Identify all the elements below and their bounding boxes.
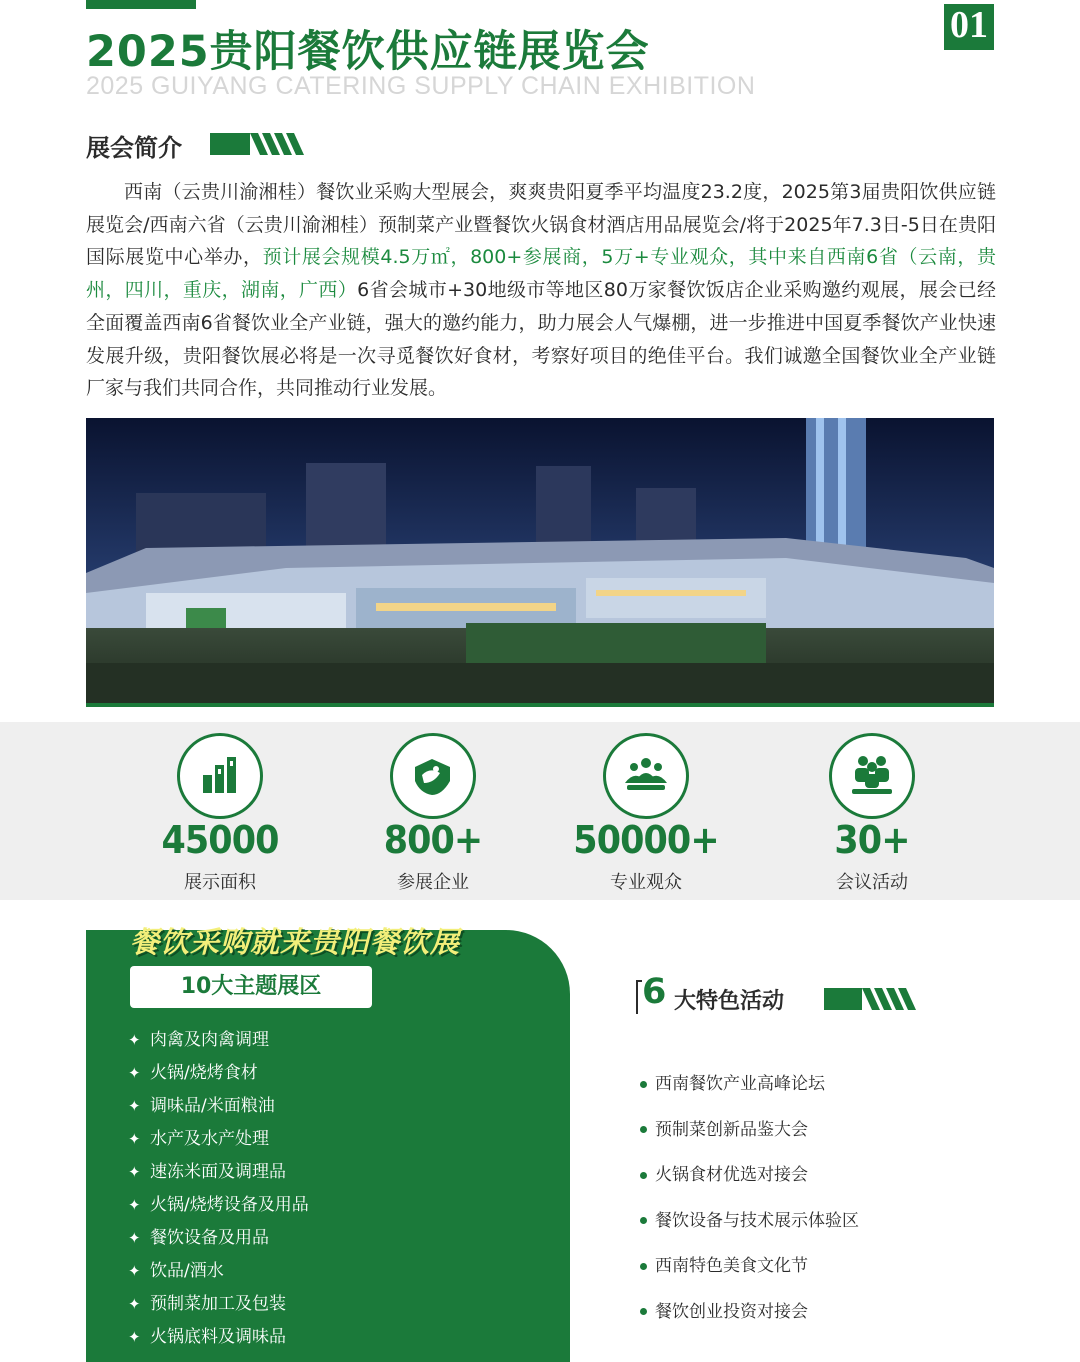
stat-label: 参展企业 xyxy=(397,872,469,893)
stats-band xyxy=(0,722,1080,900)
list-item: ✦ 水产及水产处理 xyxy=(128,1123,309,1156)
list-item: ✦ 餐饮设备及用品 xyxy=(128,1222,309,1255)
sparkle-icon: ✦ xyxy=(128,1064,141,1082)
list-item: 西南特色美食文化节 xyxy=(640,1248,859,1294)
exhibition-center-photo xyxy=(86,418,994,705)
stat-label: 专业观众 xyxy=(610,872,682,893)
page-subtitle: 2025 GUIYANG CATERING SUPPLY CHAIN EXHIBITION xyxy=(86,72,756,100)
zones-list xyxy=(128,1024,309,1354)
stat-label: 展示面积 xyxy=(184,872,256,893)
audience-icon xyxy=(603,733,689,819)
bullet-dot-icon xyxy=(640,1217,647,1224)
sparkle-icon: ✦ xyxy=(128,1262,141,1280)
activities-list xyxy=(640,1066,859,1340)
zones-title: 10大主题展区 xyxy=(180,974,322,999)
bullet-dot-icon xyxy=(640,1126,647,1133)
list-item: 火锅食材优选对接会 xyxy=(640,1157,859,1203)
intro-heading: 展会简介 xyxy=(86,134,182,162)
list-item: 餐饮创业投资对接会 xyxy=(640,1294,859,1340)
activities-number: 6 xyxy=(642,972,667,1012)
list-item: ✦ 速冻米面及调理品 xyxy=(128,1156,309,1189)
stat-value: 800+ xyxy=(383,818,483,862)
stripe-deco-icon xyxy=(824,988,916,1010)
sparkle-icon: ✦ xyxy=(128,1130,141,1148)
stat-value: 30+ xyxy=(834,818,910,862)
stat-label: 会议活动 xyxy=(836,872,908,893)
intro-text-highlight: 预计展会规模4.5万㎡，800+参展商，5万+专业观众，其中来自西南6省（云南，贵州，四川，重庆，湖南，广西） xyxy=(86,246,996,302)
sparkle-icon: ✦ xyxy=(128,1196,141,1214)
stat-value: 45000 xyxy=(161,818,279,862)
sparkle-icon: ✦ xyxy=(128,1031,141,1049)
list-item: ✦ 饮品/酒水 xyxy=(128,1255,309,1288)
bullet-dot-icon xyxy=(640,1081,647,1088)
page-number: 01 xyxy=(944,4,994,46)
intro-text-part2: 6省会城市+30地级市等地区80万家餐饮饭店企业采购邀约观展，展会已经全面覆盖西南6省餐饮业全产业链，强大的邀约能力，助力展会人气爆棚，进一步推进中国夏季餐饮产业快速发展升级，贵阳餐饮展必将是一次寻觅餐饮好食材，考察好项目的绝佳平台。我们诚邀全国餐饮业全产业链厂家与我们共同合作，共同推动行业发展。 xyxy=(86,279,996,400)
sparkle-icon: ✦ xyxy=(128,1163,141,1181)
handshake-icon xyxy=(390,733,476,819)
activities-title: 大特色活动 xyxy=(674,989,785,1014)
list-item: ✦ 火锅/烧烤设备及用品 xyxy=(128,1189,309,1222)
photo-underline xyxy=(86,703,994,707)
zones-title-pill xyxy=(130,966,372,1008)
list-item: 西南餐饮产业高峰论坛 xyxy=(640,1066,859,1112)
list-item: ✦ 调味品/米面粮油 xyxy=(128,1090,309,1123)
bullet-dot-icon xyxy=(640,1172,647,1179)
sparkle-icon: ✦ xyxy=(128,1295,141,1313)
slogan: 餐饮采购就来贵阳餐饮展 xyxy=(130,925,461,959)
intro-paragraph xyxy=(86,176,996,405)
stripe-deco-icon xyxy=(210,133,306,155)
list-item: 预制菜创新品鉴大会 xyxy=(640,1112,859,1158)
top-accent-bar xyxy=(86,0,196,9)
sparkle-icon: ✦ xyxy=(128,1328,141,1346)
page-number-underline xyxy=(944,46,994,50)
building-chart-icon xyxy=(177,733,263,819)
page-title: 2025贵阳餐饮供应链展览会 xyxy=(86,27,650,77)
bullet-dot-icon xyxy=(640,1263,647,1270)
intro-text-part1: 西南（云贵川渝湘桂）餐饮业采购大型展会，爽爽贵阳夏季平均温度23.2度，2025第3届贵阳饮供应链展览会/西南六省（云贵川渝湘桂）预制菜产业暨餐饮火锅食材酒店用品展览会/将于2025年7.3日-5日在贵阳国际展览中心举办， xyxy=(86,181,996,269)
meeting-icon xyxy=(829,733,915,819)
sparkle-icon: ✦ xyxy=(128,1229,141,1247)
list-item: ✦ 火锅/烧烤食材 xyxy=(128,1057,309,1090)
sparkle-icon: ✦ xyxy=(128,1097,141,1115)
bullet-dot-icon xyxy=(640,1308,647,1315)
list-item: ✦ 预制菜加工及包装 xyxy=(128,1288,309,1321)
list-item: ✦ 肉禽及肉禽调理 xyxy=(128,1024,309,1057)
list-item: ✦ 火锅底料及调味品 xyxy=(128,1321,309,1354)
stat-value: 50000+ xyxy=(573,818,719,862)
list-item: 餐饮设备与技术展示体验区 xyxy=(640,1203,859,1249)
